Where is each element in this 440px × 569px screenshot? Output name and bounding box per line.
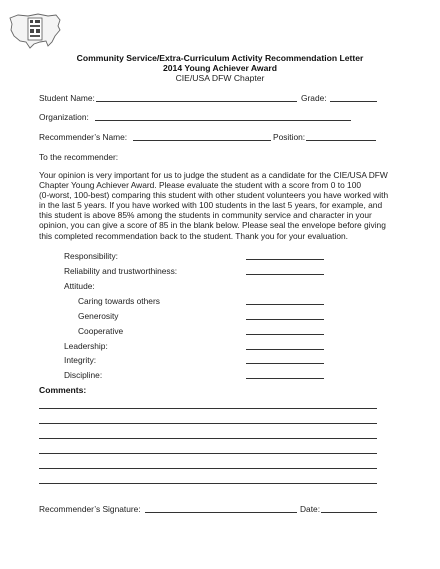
instruction-line: Your opinion is very important for us to judge the student as a candidate for the CIE/USA DFW <box>39 170 388 180</box>
comment-line[interactable] <box>39 423 377 424</box>
responsibility-score-field[interactable] <box>246 259 324 260</box>
organization-label: Organization: <box>39 112 89 122</box>
signature-field[interactable] <box>145 512 297 513</box>
student-name-label: Student Name: <box>39 93 95 103</box>
comment-line[interactable] <box>39 468 377 469</box>
leadership-label: Leadership: <box>64 341 108 351</box>
generosity-label: Generosity <box>78 311 119 321</box>
integrity-label: Integrity: <box>64 355 97 365</box>
caring-score-field[interactable] <box>246 304 324 305</box>
comment-line[interactable] <box>39 438 377 439</box>
discipline-label: Discipline: <box>64 370 103 380</box>
grade-label: Grade: <box>301 93 327 103</box>
comment-line[interactable] <box>39 453 377 454</box>
integrity-score-field[interactable] <box>246 363 324 364</box>
signature-label: Recommender’s Signature: <box>39 504 141 514</box>
date-label: Date: <box>300 504 321 514</box>
discipline-score-field[interactable] <box>246 378 324 379</box>
instruction-line: in the last 5 years. If you have worked with 100 students in the last 5 years, for example, and <box>39 200 383 211</box>
chapter-subtitle: CIE/USA DFW Chapter <box>175 73 265 83</box>
recommender-name-label: Recommender’s Name: <box>39 132 128 142</box>
organization-field[interactable] <box>95 120 351 121</box>
comments-label: Comments: <box>39 385 87 395</box>
attitude-label: Attitude: <box>64 281 95 291</box>
date-field[interactable] <box>321 512 377 513</box>
position-label: Position: <box>273 132 306 142</box>
caring-label: Caring towards others <box>78 296 160 306</box>
student-name-field[interactable] <box>96 101 297 102</box>
cooperative-score-field[interactable] <box>246 334 324 335</box>
reliability-label: Reliability and trustworthiness: <box>64 266 178 276</box>
recommender-name-field[interactable] <box>133 140 271 141</box>
instruction-line: this completed recommendation back to the student. Thank you for your evaluation. <box>39 230 348 241</box>
generosity-score-field[interactable] <box>246 319 324 320</box>
cooperative-label: Cooperative <box>78 326 124 336</box>
usa-map-logo-icon <box>8 12 62 50</box>
comment-line[interactable] <box>39 483 377 484</box>
reliability-score-field[interactable] <box>246 274 324 275</box>
position-field[interactable] <box>306 140 376 141</box>
instruction-line: this student is above 85% among the students in community service and character in your <box>39 210 372 221</box>
document-title: Community Service/Extra-Curriculum Activity Recommendation Letter <box>76 53 364 63</box>
comment-line[interactable] <box>39 408 377 409</box>
award-title: 2014 Young Achiever Award <box>163 63 277 73</box>
salutation: To the recommender: <box>39 152 119 162</box>
instruction-line: (0-worst, 100-best) comparing this student with other student volunteers you have worked with <box>39 190 389 201</box>
instruction-line: Chapter Young Achiever Award. Please evaluate the student with a score from 0 to 100 <box>39 180 362 191</box>
grade-field[interactable] <box>330 101 377 102</box>
instructions-paragraph <box>39 170 401 241</box>
leadership-score-field[interactable] <box>246 349 324 350</box>
instruction-line: opinion, you can give a score of 85 in the blank below. Please seal the envelope before giving <box>39 220 386 231</box>
responsibility-label: Responsibility: <box>64 251 118 261</box>
